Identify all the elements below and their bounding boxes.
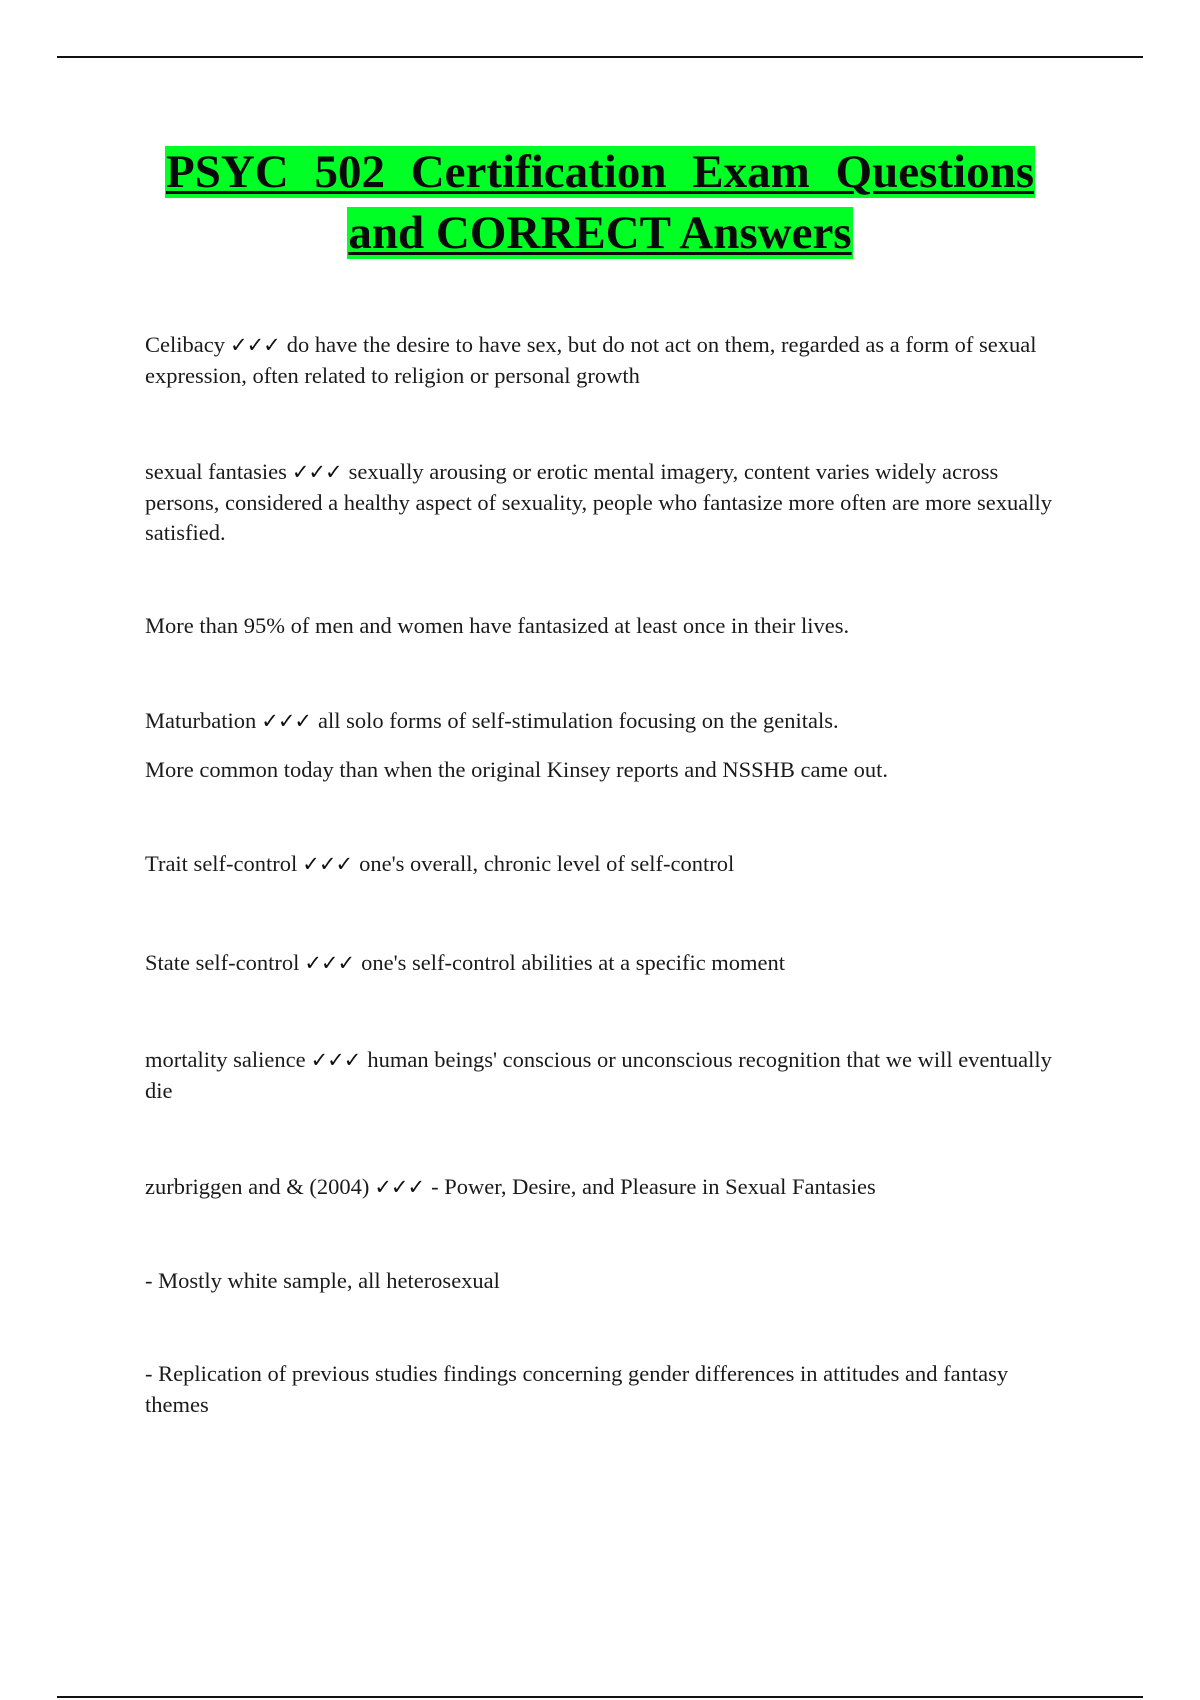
triple-check-icon: ✓✓✓ (302, 852, 353, 876)
entry-term: mortality salience (145, 1047, 306, 1072)
entry-definition: all solo forms of self-stimulation focusing on the genitals. (318, 708, 839, 733)
triple-check-icon: ✓✓✓ (261, 709, 312, 733)
entry-term: Trait self-control (145, 851, 298, 876)
qa-entry-state-self-control (145, 948, 1065, 979)
note-kinsey (145, 755, 1065, 786)
triple-check-icon: ✓✓✓ (304, 951, 355, 975)
entry-text: - Replication of previous studies findings concerning gender differences in attitudes and fantasy themes (145, 1361, 1009, 1417)
bullet-replication (145, 1359, 1065, 1420)
entry-term: Celibacy (145, 332, 225, 357)
entry-term: State self-control (145, 950, 300, 975)
triple-check-icon: ✓✓✓ (229, 333, 280, 357)
entry-definition: human beings' conscious or unconscious recognition that we will eventually die (145, 1047, 1052, 1103)
entry-text: More common today than when the original Kinsey reports and NSSHB came out. (145, 757, 888, 782)
title-line-1: PSYC 502 Certification Exam Questions (165, 146, 1034, 198)
qa-entry-mortality-salience (145, 1045, 1065, 1106)
bullet-sample (145, 1266, 1065, 1297)
triple-check-icon: ✓✓✓ (374, 1175, 425, 1199)
entry-definition: sexually arousing or erotic mental imagery, content varies widely across persons, considered a healthy aspect of sexuality, people who fantasize more often are more sexually satisfied. (145, 459, 1052, 545)
qa-entry-celibacy (145, 330, 1065, 391)
triple-check-icon: ✓✓✓ (291, 460, 342, 484)
entry-definition: - Power, Desire, and Pleasure in Sexual Fantasies (431, 1174, 876, 1199)
qa-entry-sexual-fantasies (145, 457, 1065, 549)
entry-definition: one's self-control abilities at a specific moment (361, 950, 786, 975)
title-line-2: and CORRECT Answers (348, 207, 852, 259)
qa-entry-zurbriggen (145, 1172, 1065, 1203)
header-rule (57, 56, 1143, 58)
footer-rule (57, 1696, 1143, 1698)
triple-check-icon: ✓✓✓ (310, 1048, 361, 1072)
entry-text: More than 95% of men and women have fantasized at least once in their lives. (145, 613, 850, 638)
qa-entry-trait-self-control (145, 849, 1065, 880)
entry-definition: one's overall, chronic level of self-control (359, 851, 735, 876)
note-fantasy-prevalence (145, 611, 1065, 642)
entry-text: - Mostly white sample, all heterosexual (145, 1268, 500, 1293)
entry-term: zurbriggen and & (2004) (145, 1174, 370, 1199)
document-title (100, 142, 1100, 264)
entry-definition: do have the desire to have sex, but do not act on them, regarded as a form of sexual expression, often related to religion or personal growth (145, 332, 1037, 388)
qa-entry-maturbation (145, 706, 1065, 737)
entry-term: Maturbation (145, 708, 257, 733)
entry-term: sexual fantasies (145, 459, 287, 484)
